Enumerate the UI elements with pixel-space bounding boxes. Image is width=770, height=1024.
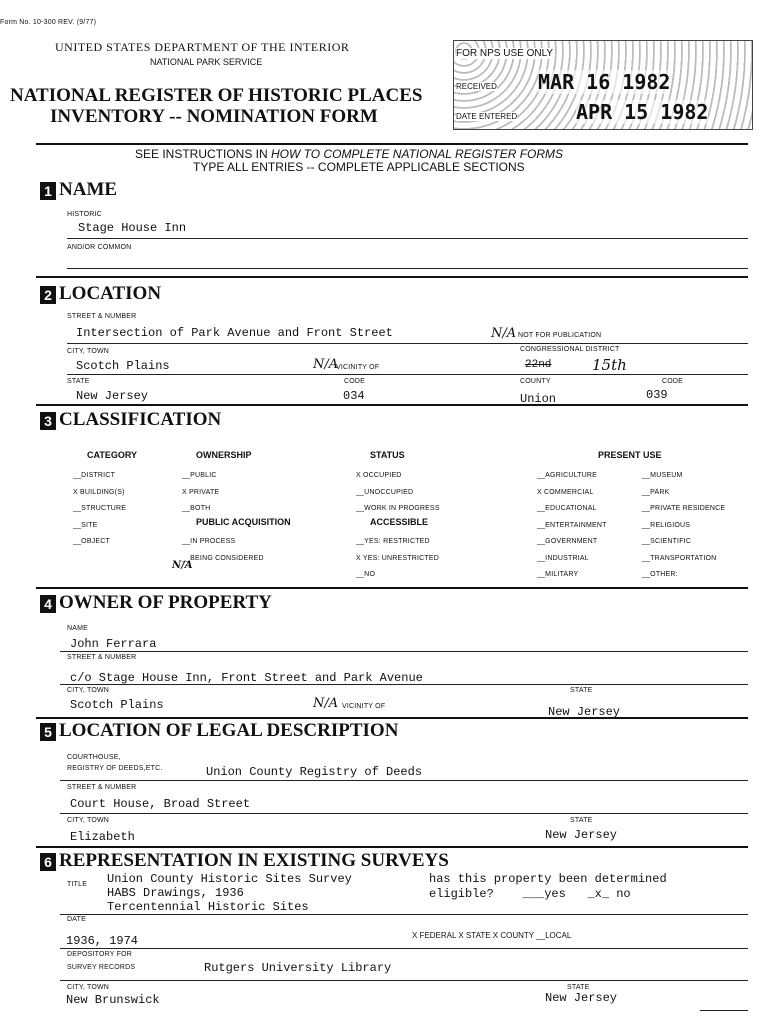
checkbox-option[interactable]: X YES: UNRESTRICTED: [356, 554, 440, 562]
vicinity-label: VICINITY OF: [336, 364, 380, 371]
service-name: NATIONAL PARK SERVICE: [150, 57, 263, 67]
survey-title-item[interactable]: Union County Historic Sites Survey: [107, 872, 352, 886]
status-heading: STATUS: [370, 450, 405, 460]
present-use-options-2: [642, 468, 725, 584]
checkbox-option[interactable]: __BOTH: [182, 505, 211, 512]
code2-label: CODE: [662, 378, 684, 385]
owner-vicinity-value: N/A: [313, 696, 339, 711]
checkbox-option[interactable]: __SITE: [73, 521, 98, 529]
checkbox-option[interactable]: __AGRICULTURE: [537, 472, 598, 479]
survey-city-field[interactable]: New Brunswick: [66, 993, 160, 1007]
checkbox-option[interactable]: __INDUSTRIAL: [537, 554, 589, 562]
checkbox-option[interactable]: __DISTRICT: [73, 472, 116, 479]
city-field[interactable]: Scotch Plains: [76, 359, 170, 373]
present-use-options-1: [537, 468, 607, 584]
section-owner-header: 4 OWNER OF PROPERTY: [40, 592, 272, 614]
instructions-line1: SEE INSTRUCTIONS IN HOW TO COMPLETE NATIONAL REGISTER FORMS: [135, 147, 564, 161]
survey-title-label: TITLE: [67, 881, 88, 888]
owner-street-label: STREET & NUMBER: [67, 654, 137, 661]
category-heading: CATEGORY: [87, 450, 138, 460]
determined-question: has this property been determined: [429, 872, 667, 886]
legal-street-field[interactable]: Court House, Broad Street: [70, 797, 251, 811]
present-use-heading: PRESENT USE: [598, 450, 662, 460]
checkbox-option[interactable]: __TRANSPORTATION: [642, 554, 717, 562]
checkbox-option[interactable]: __OBJECT: [73, 538, 110, 545]
form-title: NATIONAL REGISTER OF HISTORIC PLACES: [10, 85, 423, 106]
owner-name-label: NAME: [67, 625, 89, 632]
checkbox-option[interactable]: __EDUCATIONAL: [537, 505, 597, 512]
congressional-label: CONGRESSIONAL DISTRICT: [520, 346, 620, 353]
historic-name-field[interactable]: Stage House Inn: [78, 221, 187, 235]
state-field[interactable]: New Jersey: [76, 389, 149, 403]
section-legal-header: 5 LOCATION OF LEGAL DESCRIPTION: [40, 720, 398, 742]
survey-titles: [107, 872, 352, 914]
nfp-label: NOT FOR PUBLICATION: [518, 332, 602, 339]
legal-street-label: STREET & NUMBER: [67, 784, 137, 791]
category-options: [73, 468, 126, 551]
city-label: CITY, TOWN: [67, 348, 110, 355]
checkbox-option[interactable]: __UNOCCUPIED: [356, 488, 414, 496]
section-location-header: 2 LOCATION: [40, 283, 161, 305]
checkbox-option[interactable]: __RELIGIOUS: [642, 521, 691, 529]
section-surveys-header: 6 REPRESENTATION IN EXISTING SURVEYS: [40, 850, 449, 872]
acquisition-note: N/A: [172, 560, 193, 571]
survey-city-label: CITY, TOWN: [67, 984, 110, 991]
checkbox-option[interactable]: __SCIENTIFIC: [642, 538, 692, 545]
depository-field[interactable]: Rutgers University Library: [204, 961, 392, 975]
ownership-options: [182, 468, 219, 518]
owner-state-field[interactable]: New Jersey: [548, 705, 621, 719]
checkbox-option[interactable]: __YES: RESTRICTED: [356, 538, 430, 545]
courthouse-field[interactable]: Union County Registry of Deeds: [206, 765, 423, 779]
received-label: RECEIVED: [456, 82, 497, 91]
courthouse-label: COURTHOUSE,: [67, 754, 121, 761]
street-field[interactable]: Intersection of Park Avenue and Front Street: [76, 326, 393, 340]
county-field[interactable]: Union: [520, 392, 557, 406]
owner-state-label: STATE: [570, 687, 593, 694]
checkbox-option[interactable]: X OCCUPIED: [356, 472, 402, 479]
checkbox-option[interactable]: __MUSEUM: [642, 472, 683, 479]
survey-title-item[interactable]: Tercentennial Historic Sites: [107, 900, 309, 914]
depository-label: DEPOSITORY FOR: [67, 951, 133, 958]
checkbox-option[interactable]: __WORK IN PROGRESS: [356, 505, 440, 512]
acquisition-heading: PUBLIC ACQUISITION: [196, 517, 291, 527]
checkbox-option[interactable]: __IN PROCESS: [182, 538, 236, 545]
owner-city-label: CITY, TOWN: [67, 687, 110, 694]
form-subtitle: INVENTORY -- NOMINATION FORM: [50, 106, 378, 127]
status-options: [356, 468, 440, 518]
accessible-options: [356, 534, 439, 584]
date-entered-stamp: APR 15 1982: [576, 100, 709, 124]
state-label: STATE: [67, 378, 90, 385]
county-code-field[interactable]: 039: [646, 388, 668, 402]
survey-date-label: DATE: [67, 916, 86, 923]
accessible-heading: ACCESSIBLE: [370, 517, 429, 527]
congressional-old: 22nd: [525, 359, 552, 371]
checkbox-option[interactable]: __PUBLIC: [182, 472, 217, 479]
code-label: CODE: [344, 378, 366, 385]
checkbox-option[interactable]: __ENTERTAINMENT: [537, 521, 607, 529]
survey-state-field[interactable]: New Jersey: [545, 991, 618, 1005]
owner-street-field[interactable]: c/o Stage House Inn, Front Street and Park Avenue: [70, 671, 423, 685]
owner-name-field[interactable]: John Ferrara: [70, 637, 157, 651]
instructions-line2: TYPE ALL ENTRIES -- COMPLETE APPLICABLE SECTIONS: [193, 160, 525, 174]
checkbox-option[interactable]: X COMMERCIAL: [537, 488, 594, 496]
section-classification-header: 3 CLASSIFICATION: [40, 409, 221, 431]
survey-state-label: STATE: [567, 984, 590, 991]
legal-state-field[interactable]: New Jersey: [545, 828, 618, 842]
eligible-answer[interactable]: eligible? ___yes _x_ no: [429, 887, 631, 901]
received-stamp: MAR 16 1982: [538, 70, 671, 94]
section-number: 1: [40, 182, 56, 200]
legal-state-label: STATE: [570, 817, 593, 824]
checkbox-option[interactable]: __MILITARY: [537, 571, 579, 578]
checkbox-option[interactable]: __PRIVATE RESIDENCE: [642, 505, 726, 512]
legal-city-field[interactable]: Elizabeth: [70, 830, 135, 844]
vicinity-value: N/A: [313, 357, 339, 372]
checkbox-option[interactable]: __OTHER:: [642, 571, 678, 578]
checkbox-option[interactable]: __BEING CONSIDERED: [182, 554, 264, 562]
nfp-value: N/A: [491, 326, 517, 341]
survey-levels[interactable]: X FEDERAL X STATE X COUNTY __LOCAL: [412, 931, 572, 940]
checkbox-option[interactable]: X BUILDING(S): [73, 488, 125, 496]
congressional-new: 15th: [592, 356, 627, 374]
registry-label: REGISTRY OF DEEDS,ETC.: [67, 765, 163, 772]
nps-label: FOR NPS USE ONLY: [456, 48, 554, 59]
street-label: STREET & NUMBER: [67, 313, 137, 320]
survey-records-label: SURVEY RECORDS: [67, 964, 136, 971]
checkbox-option[interactable]: __PARK: [642, 488, 670, 496]
survey-title-item[interactable]: HABS Drawings, 1936: [107, 886, 244, 900]
divider: [36, 143, 748, 145]
common-name-label: AND/OR COMMON: [67, 244, 132, 251]
checkbox-option[interactable]: X PRIVATE: [182, 488, 220, 496]
survey-date-field[interactable]: 1936, 1974: [66, 934, 139, 948]
state-code-field[interactable]: 034: [343, 389, 365, 403]
date-entered-label: DATE ENTERED: [456, 112, 518, 121]
ownership-heading: OWNERSHIP: [196, 450, 252, 460]
county-label: COUNTY: [520, 378, 551, 385]
form-number: Form No. 10-300 REV. (9/77): [0, 19, 97, 26]
legal-city-label: CITY, TOWN: [67, 817, 110, 824]
historic-label: HISTORIC: [67, 211, 102, 218]
acquisition-options: [182, 534, 264, 567]
owner-vicinity-label: VICINITY OF: [342, 703, 386, 710]
checkbox-option[interactable]: __GOVERNMENT: [537, 538, 598, 545]
checkbox-option[interactable]: __STRUCTURE: [73, 505, 127, 512]
owner-city-field[interactable]: Scotch Plains: [70, 698, 164, 712]
department-name: UNITED STATES DEPARTMENT OF THE INTERIOR: [55, 40, 350, 54]
checkbox-option[interactable]: __NO: [356, 571, 376, 578]
section-name-header: 1 NAME: [40, 179, 117, 201]
